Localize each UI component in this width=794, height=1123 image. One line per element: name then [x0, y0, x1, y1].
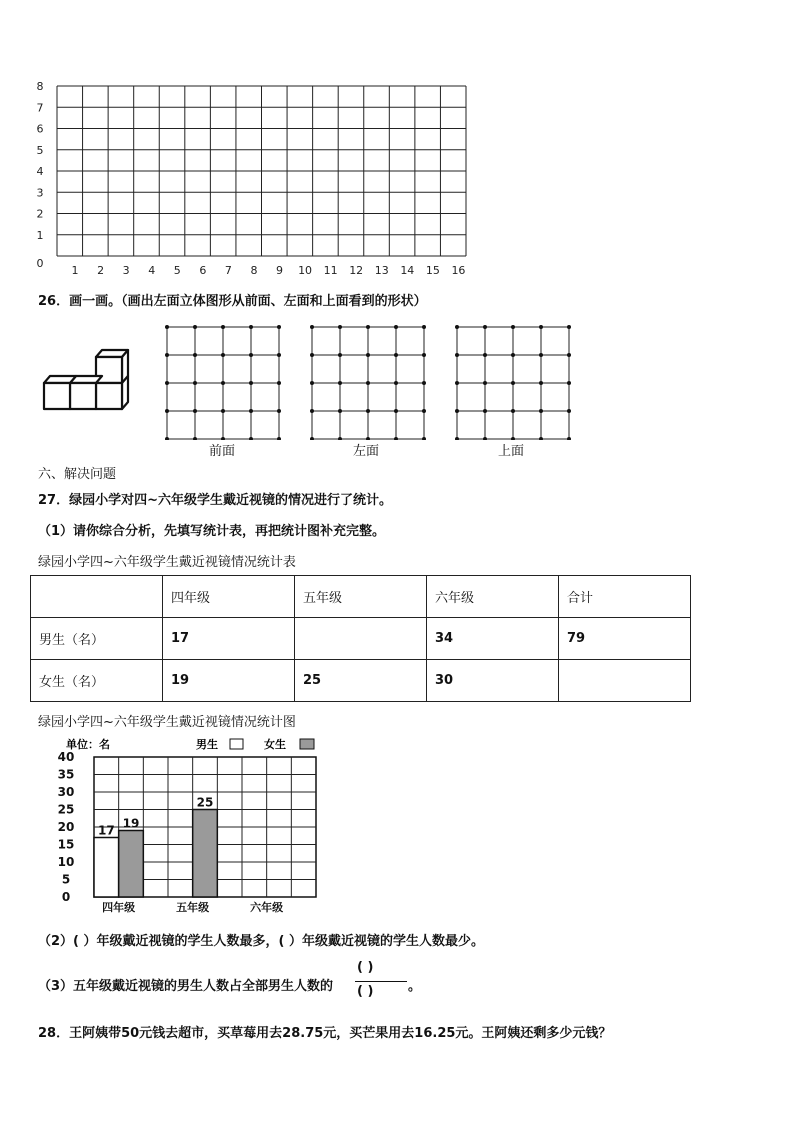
fraction-numerator: ( ) — [357, 960, 374, 975]
grid-dot — [310, 381, 314, 385]
fraction-bar — [355, 981, 407, 982]
grid-dot — [422, 437, 426, 440]
x-tick-label: 11 — [323, 264, 338, 277]
grid-dot — [277, 353, 281, 357]
bar-chart — [38, 735, 338, 920]
y-tick-label: 35 — [57, 767, 75, 782]
grid-dot — [193, 409, 197, 413]
grid-dot — [455, 409, 459, 413]
top-view-label: 上面 — [498, 444, 525, 459]
grid-dot — [165, 353, 169, 357]
grid-dot — [539, 437, 543, 440]
table-cell: 34 — [427, 618, 559, 660]
left-view-label: 左面 — [353, 444, 380, 459]
table-header: 五年级 — [295, 576, 427, 618]
top-view-grid[interactable] — [454, 324, 572, 440]
grid-dot — [511, 325, 515, 329]
table-cell — [31, 576, 163, 618]
y-tick-label: 7 — [36, 101, 44, 115]
grid-dot — [511, 409, 515, 413]
x-tick-label: 4 — [148, 264, 156, 277]
category-label: 四年级 — [102, 901, 136, 914]
grid-dot — [165, 409, 169, 413]
y-tick-label: 6 — [36, 122, 44, 136]
y-tick-label: 40 — [57, 750, 75, 764]
grid-dot — [422, 381, 426, 385]
q27-part2: （2）( ）年级戴近视镜的学生人数最多，( ）年级戴近视镜的学生人数最少。 — [38, 934, 484, 949]
x-tick-label: 3 — [122, 264, 130, 277]
q27-part3: （3）五年级戴近视镜的男生人数占全部男生人数的 — [38, 979, 334, 994]
stat-table — [30, 575, 691, 702]
category-label: 六年级 — [250, 901, 284, 914]
x-tick-label: 10 — [298, 264, 313, 277]
grid-dot — [366, 353, 370, 357]
row-label: 男生（名） — [31, 618, 163, 660]
row-label: 女生（名） — [31, 660, 163, 702]
grid-dot — [249, 437, 253, 440]
y-tick-label: 5 — [61, 872, 71, 887]
y-tick-label: 0 — [61, 890, 71, 904]
grid-dot — [394, 353, 398, 357]
table-header: 合计 — [559, 576, 691, 618]
table-cell: 17 — [163, 618, 295, 660]
grid-dot — [455, 325, 459, 329]
bar-value-label: 19 — [122, 816, 140, 831]
y-tick-label: 4 — [36, 165, 44, 178]
legend-label-boys: 男生 — [196, 738, 218, 751]
x-tick-label: 7 — [224, 264, 232, 277]
grid-dot — [422, 325, 426, 329]
grid-dot — [455, 381, 459, 385]
front-view-grid[interactable] — [164, 324, 282, 440]
table-title: 绿园小学四~六年级学生戴近视镜情况统计表 — [38, 555, 296, 570]
grid-dot — [310, 325, 314, 329]
grid-dot — [338, 325, 342, 329]
x-tick-label: 1 — [71, 264, 79, 277]
grid-dot — [221, 325, 225, 329]
x-tick-label: 15 — [425, 264, 440, 277]
table-header: 四年级 — [163, 576, 295, 618]
fraction-blank[interactable] — [355, 960, 407, 1004]
left-view-grid[interactable] — [309, 324, 427, 440]
grid-dot — [249, 325, 253, 329]
grid-dot — [165, 437, 169, 440]
section-title: 六、解决问题 — [38, 467, 117, 482]
grid-dot — [394, 437, 398, 440]
grid-dot — [394, 381, 398, 385]
grid-dot — [394, 409, 398, 413]
grid-dot — [567, 381, 571, 385]
fraction-denominator: ( ) — [357, 984, 374, 999]
grid-dot — [193, 325, 197, 329]
bar-girls — [119, 831, 144, 898]
q28-text: 28．王阿姨带50元钱去超市，买草莓用去28.75元，买芒果用去16.25元。王阿姨还剩多少元钱？ — [38, 1026, 612, 1041]
grid-dot — [338, 381, 342, 385]
y-tick-label: 30 — [57, 785, 75, 799]
category-label: 五年级 — [176, 901, 210, 914]
x-tick-label: 5 — [173, 264, 181, 277]
y-tick-label: 3 — [36, 186, 44, 200]
grid-dot — [539, 325, 543, 329]
bar-value-label: 25 — [196, 795, 214, 810]
bar-value-label: 17 — [97, 823, 115, 838]
grid-dot — [165, 381, 169, 385]
front-view-label: 前面 — [209, 444, 236, 459]
table-header-row — [31, 576, 691, 618]
x-tick-label: 9 — [276, 264, 283, 277]
q27-part3-end: 。 — [408, 979, 422, 994]
grid-dot — [338, 409, 342, 413]
grid-dot — [338, 353, 342, 357]
legend-swatch-boys — [230, 739, 243, 749]
grid-dot — [422, 353, 426, 357]
bar-girls — [193, 810, 218, 898]
grid-dot — [483, 325, 487, 329]
grid-dot — [455, 353, 459, 357]
x-tick-label: 14 — [400, 264, 415, 277]
grid-dot — [221, 409, 225, 413]
grid-dot — [277, 409, 281, 413]
grid-dot — [277, 437, 281, 440]
x-tick-label: 8 — [250, 264, 258, 277]
grid-dot — [338, 437, 342, 440]
grid-dot — [249, 381, 253, 385]
grid-dot — [310, 353, 314, 357]
grid-dot — [567, 409, 571, 413]
y-tick-label: 8 — [36, 80, 44, 93]
grid-dot — [366, 381, 370, 385]
grid-dot — [193, 353, 197, 357]
table-cell: 79 — [559, 618, 691, 660]
table-header: 六年级 — [427, 576, 559, 618]
grid-dot — [539, 409, 543, 413]
y-tick-label: 0 — [36, 257, 44, 270]
grid-dot — [567, 437, 571, 440]
grid-dot — [366, 409, 370, 413]
y-tick-label: 2 — [36, 207, 44, 221]
legend-swatch-girls — [300, 739, 314, 749]
cube-stack-figure — [38, 345, 138, 417]
table-cell: 30 — [427, 660, 559, 702]
grid-dot — [221, 353, 225, 357]
chart-title: 绿园小学四~六年级学生戴近视镜情况统计图 — [38, 715, 296, 730]
table-row — [31, 660, 691, 702]
grid-dot — [567, 353, 571, 357]
x-tick-label: 2 — [97, 264, 105, 277]
y-tick-label: 25 — [57, 802, 75, 817]
grid-dot — [394, 325, 398, 329]
grid-dot — [483, 409, 487, 413]
y-tick-label: 10 — [57, 855, 75, 869]
y-tick-label: 20 — [57, 820, 75, 834]
grid-dot — [511, 353, 515, 357]
grid-dot — [277, 325, 281, 329]
x-tick-label: 16 — [451, 264, 466, 277]
bar-boys — [94, 838, 119, 898]
table-cell: 25 — [295, 660, 427, 702]
grid-dot — [567, 325, 571, 329]
grid-dot — [539, 353, 543, 357]
unit-label: 单位：名 — [66, 738, 110, 751]
grid-dot — [310, 409, 314, 413]
x-tick-label: 13 — [374, 264, 389, 277]
y-tick-label: 1 — [36, 228, 44, 242]
grid-dot — [193, 381, 197, 385]
q27-part1: （1）请你综合分析，先填写统计表，再把统计图补充完整。 — [38, 524, 386, 539]
x-tick-label: 6 — [199, 264, 207, 277]
grid-dot — [249, 353, 253, 357]
grid-dot — [221, 381, 225, 385]
grid-dot — [539, 381, 543, 385]
grid-dot — [165, 325, 169, 329]
grid-dot — [483, 353, 487, 357]
grid-dot — [277, 381, 281, 385]
grid-dot — [193, 437, 197, 440]
y-tick-label: 15 — [57, 837, 75, 852]
grid-dot — [249, 409, 253, 413]
q27-title: 27．绿园小学对四~六年级学生戴近视镜的情况进行了统计。 — [38, 493, 392, 508]
table-row — [31, 618, 691, 660]
coordinate-grid — [30, 80, 470, 280]
grid-dot — [366, 325, 370, 329]
table-cell: 19 — [163, 660, 295, 702]
table-cell-blank[interactable] — [559, 660, 691, 702]
table-cell-blank[interactable] — [295, 618, 427, 660]
y-tick-label: 5 — [36, 143, 44, 157]
grid-dot — [483, 437, 487, 440]
legend-label-girls: 女生 — [264, 738, 286, 751]
grid-dot — [483, 381, 487, 385]
q26-title: 26．画一画。（画出左面立体图形从前面、左面和上面看到的形状） — [38, 294, 427, 309]
grid-dot — [310, 437, 314, 440]
x-tick-label: 12 — [349, 264, 364, 277]
grid-dot — [455, 437, 459, 440]
grid-dot — [511, 381, 515, 385]
grid-dot — [422, 409, 426, 413]
